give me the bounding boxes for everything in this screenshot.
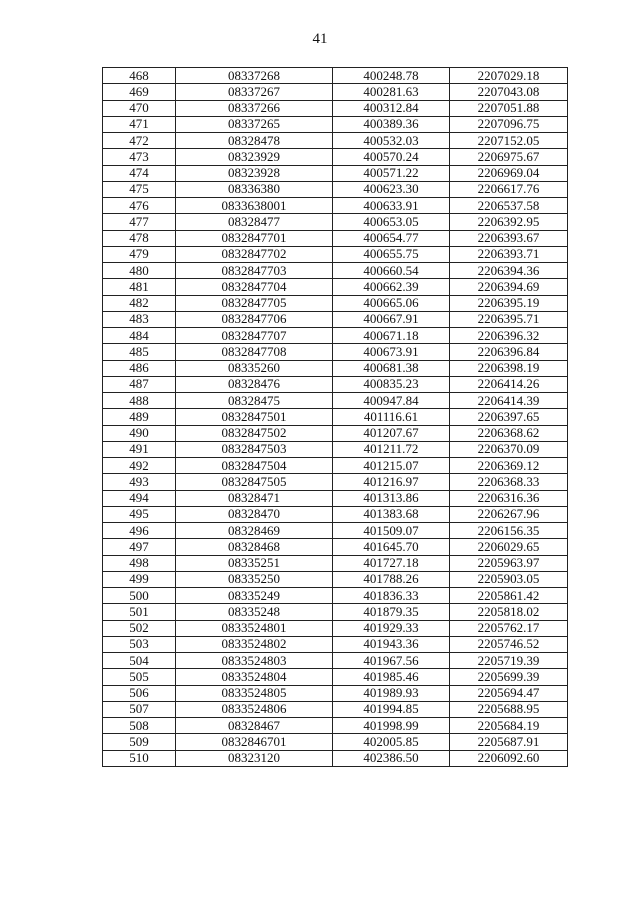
point-id-cell: 08328471 xyxy=(176,490,333,506)
x-coordinate-cell: 401383.68 xyxy=(333,506,450,522)
y-coordinate-cell: 2205687.91 xyxy=(450,734,568,750)
point-number-cell: 509 xyxy=(103,734,176,750)
point-id-cell: 08335250 xyxy=(176,571,333,587)
y-coordinate-cell: 2206969.04 xyxy=(450,165,568,181)
x-coordinate-cell: 400665.06 xyxy=(333,295,450,311)
y-coordinate-cell: 2206617.76 xyxy=(450,181,568,197)
point-id-cell: 0833524804 xyxy=(176,669,333,685)
x-coordinate-cell: 400389.36 xyxy=(333,116,450,132)
point-id-cell: 0833524806 xyxy=(176,701,333,717)
point-number-cell: 487 xyxy=(103,376,176,392)
x-coordinate-cell: 400570.24 xyxy=(333,149,450,165)
y-coordinate-cell: 2205762.17 xyxy=(450,620,568,636)
point-id-cell: 08328475 xyxy=(176,393,333,409)
x-coordinate-cell: 401967.56 xyxy=(333,653,450,669)
point-id-cell: 08328470 xyxy=(176,506,333,522)
table-row xyxy=(103,328,568,344)
x-coordinate-cell: 400312.84 xyxy=(333,100,450,116)
point-id-cell: 0832847706 xyxy=(176,311,333,327)
y-coordinate-cell: 2205694.47 xyxy=(450,685,568,701)
table-row xyxy=(103,133,568,149)
x-coordinate-cell: 401216.97 xyxy=(333,474,450,490)
y-coordinate-cell: 2206396.32 xyxy=(450,328,568,344)
x-coordinate-cell: 401645.70 xyxy=(333,539,450,555)
table-row xyxy=(103,116,568,132)
point-id-cell: 0833638001 xyxy=(176,198,333,214)
x-coordinate-cell: 400667.91 xyxy=(333,311,450,327)
point-id-cell: 08337267 xyxy=(176,84,333,100)
point-id-cell: 08335249 xyxy=(176,588,333,604)
y-coordinate-cell: 2206369.12 xyxy=(450,458,568,474)
x-coordinate-cell: 400281.63 xyxy=(333,84,450,100)
y-coordinate-cell: 2206267.96 xyxy=(450,506,568,522)
point-id-cell: 0833524803 xyxy=(176,653,333,669)
point-number-cell: 501 xyxy=(103,604,176,620)
point-id-cell: 08323929 xyxy=(176,149,333,165)
point-id-cell: 0832847704 xyxy=(176,279,333,295)
coordinates-table-body xyxy=(103,68,568,767)
table-row xyxy=(103,636,568,652)
point-number-cell: 494 xyxy=(103,490,176,506)
y-coordinate-cell: 2206414.39 xyxy=(450,393,568,409)
table-row xyxy=(103,555,568,571)
table-row xyxy=(103,230,568,246)
point-id-cell: 08328467 xyxy=(176,718,333,734)
y-coordinate-cell: 2206368.33 xyxy=(450,474,568,490)
y-coordinate-cell: 2206395.71 xyxy=(450,311,568,327)
point-id-cell: 08323120 xyxy=(176,750,333,766)
x-coordinate-cell: 401116.61 xyxy=(333,409,450,425)
y-coordinate-cell: 2206393.71 xyxy=(450,246,568,262)
table-row xyxy=(103,149,568,165)
point-id-cell: 08335248 xyxy=(176,604,333,620)
y-coordinate-cell: 2206316.36 xyxy=(450,490,568,506)
y-coordinate-cell: 2205861.42 xyxy=(450,588,568,604)
table-row xyxy=(103,68,568,84)
x-coordinate-cell: 401836.33 xyxy=(333,588,450,604)
table-row xyxy=(103,458,568,474)
x-coordinate-cell: 401943.36 xyxy=(333,636,450,652)
x-coordinate-cell: 401207.67 xyxy=(333,425,450,441)
point-id-cell: 08337265 xyxy=(176,116,333,132)
x-coordinate-cell: 400248.78 xyxy=(333,68,450,84)
point-number-cell: 498 xyxy=(103,555,176,571)
table-row xyxy=(103,701,568,717)
table-row xyxy=(103,84,568,100)
x-coordinate-cell: 401313.86 xyxy=(333,490,450,506)
x-coordinate-cell: 400623.30 xyxy=(333,181,450,197)
point-number-cell: 489 xyxy=(103,409,176,425)
point-number-cell: 474 xyxy=(103,165,176,181)
point-id-cell: 0833524801 xyxy=(176,620,333,636)
point-number-cell: 469 xyxy=(103,84,176,100)
point-number-cell: 490 xyxy=(103,425,176,441)
x-coordinate-cell: 402005.85 xyxy=(333,734,450,750)
y-coordinate-cell: 2205746.52 xyxy=(450,636,568,652)
x-coordinate-cell: 400660.54 xyxy=(333,263,450,279)
point-number-cell: 468 xyxy=(103,68,176,84)
x-coordinate-cell: 400653.05 xyxy=(333,214,450,230)
y-coordinate-cell: 2205719.39 xyxy=(450,653,568,669)
x-coordinate-cell: 401788.26 xyxy=(333,571,450,587)
y-coordinate-cell: 2206398.19 xyxy=(450,360,568,376)
table-row xyxy=(103,620,568,636)
point-number-cell: 495 xyxy=(103,506,176,522)
table-row xyxy=(103,263,568,279)
point-number-cell: 478 xyxy=(103,230,176,246)
point-number-cell: 481 xyxy=(103,279,176,295)
table-row xyxy=(103,490,568,506)
point-number-cell: 500 xyxy=(103,588,176,604)
point-number-cell: 508 xyxy=(103,718,176,734)
point-id-cell: 0833524802 xyxy=(176,636,333,652)
y-coordinate-cell: 2206537.58 xyxy=(450,198,568,214)
y-coordinate-cell: 2206092.60 xyxy=(450,750,568,766)
point-id-cell: 0832847702 xyxy=(176,246,333,262)
point-number-cell: 507 xyxy=(103,701,176,717)
point-id-cell: 0832847701 xyxy=(176,230,333,246)
table-row xyxy=(103,393,568,409)
x-coordinate-cell: 400662.39 xyxy=(333,279,450,295)
point-id-cell: 0832847708 xyxy=(176,344,333,360)
point-id-cell: 0833524805 xyxy=(176,685,333,701)
y-coordinate-cell: 2207029.18 xyxy=(450,68,568,84)
y-coordinate-cell: 2206395.19 xyxy=(450,295,568,311)
table-row xyxy=(103,506,568,522)
point-number-cell: 499 xyxy=(103,571,176,587)
x-coordinate-cell: 401211.72 xyxy=(333,441,450,457)
point-number-cell: 479 xyxy=(103,246,176,262)
point-number-cell: 496 xyxy=(103,523,176,539)
y-coordinate-cell: 2207152.05 xyxy=(450,133,568,149)
point-number-cell: 475 xyxy=(103,181,176,197)
point-number-cell: 488 xyxy=(103,393,176,409)
x-coordinate-cell: 400673.91 xyxy=(333,344,450,360)
table-row xyxy=(103,653,568,669)
table-row xyxy=(103,409,568,425)
point-id-cell: 08328478 xyxy=(176,133,333,149)
point-number-cell: 497 xyxy=(103,539,176,555)
table-row xyxy=(103,734,568,750)
table-row xyxy=(103,718,568,734)
point-id-cell: 0832847703 xyxy=(176,263,333,279)
table-row xyxy=(103,295,568,311)
y-coordinate-cell: 2206414.26 xyxy=(450,376,568,392)
point-id-cell: 08335260 xyxy=(176,360,333,376)
point-number-cell: 505 xyxy=(103,669,176,685)
point-number-cell: 483 xyxy=(103,311,176,327)
point-id-cell: 0832847503 xyxy=(176,441,333,457)
y-coordinate-cell: 2206393.67 xyxy=(450,230,568,246)
table-row xyxy=(103,441,568,457)
point-number-cell: 471 xyxy=(103,116,176,132)
x-coordinate-cell: 401985.46 xyxy=(333,669,450,685)
table-row xyxy=(103,669,568,685)
x-coordinate-cell: 402386.50 xyxy=(333,750,450,766)
y-coordinate-cell: 2206029.65 xyxy=(450,539,568,555)
x-coordinate-cell: 400532.03 xyxy=(333,133,450,149)
y-coordinate-cell: 2206397.65 xyxy=(450,409,568,425)
point-id-cell: 08336380 xyxy=(176,181,333,197)
point-number-cell: 492 xyxy=(103,458,176,474)
point-id-cell: 0832847504 xyxy=(176,458,333,474)
coordinates-table xyxy=(102,67,568,767)
table-row xyxy=(103,588,568,604)
x-coordinate-cell: 401727.18 xyxy=(333,555,450,571)
point-id-cell: 0832847502 xyxy=(176,425,333,441)
y-coordinate-cell: 2206394.36 xyxy=(450,263,568,279)
point-id-cell: 08328469 xyxy=(176,523,333,539)
point-id-cell: 0832847501 xyxy=(176,409,333,425)
x-coordinate-cell: 401989.93 xyxy=(333,685,450,701)
y-coordinate-cell: 2207096.75 xyxy=(450,116,568,132)
x-coordinate-cell: 401929.33 xyxy=(333,620,450,636)
point-number-cell: 470 xyxy=(103,100,176,116)
x-coordinate-cell: 400947.84 xyxy=(333,393,450,409)
table-row xyxy=(103,214,568,230)
x-coordinate-cell: 400681.38 xyxy=(333,360,450,376)
point-number-cell: 476 xyxy=(103,198,176,214)
table-row xyxy=(103,571,568,587)
x-coordinate-cell: 400633.91 xyxy=(333,198,450,214)
point-id-cell: 08323928 xyxy=(176,165,333,181)
y-coordinate-cell: 2205818.02 xyxy=(450,604,568,620)
point-number-cell: 503 xyxy=(103,636,176,652)
point-number-cell: 484 xyxy=(103,328,176,344)
y-coordinate-cell: 2206156.35 xyxy=(450,523,568,539)
y-coordinate-cell: 2205903.05 xyxy=(450,571,568,587)
point-id-cell: 08337266 xyxy=(176,100,333,116)
point-id-cell: 0832847707 xyxy=(176,328,333,344)
point-number-cell: 472 xyxy=(103,133,176,149)
table-row xyxy=(103,523,568,539)
x-coordinate-cell: 401879.35 xyxy=(333,604,450,620)
table-row xyxy=(103,100,568,116)
point-id-cell: 08328477 xyxy=(176,214,333,230)
table-row xyxy=(103,246,568,262)
point-number-cell: 504 xyxy=(103,653,176,669)
point-number-cell: 510 xyxy=(103,750,176,766)
y-coordinate-cell: 2207043.08 xyxy=(450,84,568,100)
x-coordinate-cell: 401998.99 xyxy=(333,718,450,734)
table-row xyxy=(103,474,568,490)
point-id-cell: 08328468 xyxy=(176,539,333,555)
y-coordinate-cell: 2206396.84 xyxy=(450,344,568,360)
table-row xyxy=(103,198,568,214)
point-id-cell: 0832847505 xyxy=(176,474,333,490)
x-coordinate-cell: 400654.77 xyxy=(333,230,450,246)
x-coordinate-cell: 401215.07 xyxy=(333,458,450,474)
point-number-cell: 491 xyxy=(103,441,176,457)
table-row xyxy=(103,279,568,295)
y-coordinate-cell: 2206370.09 xyxy=(450,441,568,457)
y-coordinate-cell: 2206394.69 xyxy=(450,279,568,295)
table-row xyxy=(103,539,568,555)
table-row xyxy=(103,376,568,392)
table-row xyxy=(103,181,568,197)
y-coordinate-cell: 2205684.19 xyxy=(450,718,568,734)
point-number-cell: 493 xyxy=(103,474,176,490)
point-id-cell: 08335251 xyxy=(176,555,333,571)
table-row xyxy=(103,425,568,441)
y-coordinate-cell: 2205963.97 xyxy=(450,555,568,571)
point-number-cell: 506 xyxy=(103,685,176,701)
y-coordinate-cell: 2206368.62 xyxy=(450,425,568,441)
point-id-cell: 0832847705 xyxy=(176,295,333,311)
table-row xyxy=(103,360,568,376)
x-coordinate-cell: 401994.85 xyxy=(333,701,450,717)
point-id-cell: 0832846701 xyxy=(176,734,333,750)
table-row xyxy=(103,604,568,620)
x-coordinate-cell: 400655.75 xyxy=(333,246,450,262)
point-number-cell: 482 xyxy=(103,295,176,311)
x-coordinate-cell: 400835.23 xyxy=(333,376,450,392)
page-number: 41 xyxy=(312,31,328,47)
point-number-cell: 485 xyxy=(103,344,176,360)
y-coordinate-cell: 2205699.39 xyxy=(450,669,568,685)
table-row xyxy=(103,685,568,701)
point-number-cell: 480 xyxy=(103,263,176,279)
point-number-cell: 473 xyxy=(103,149,176,165)
table-row xyxy=(103,750,568,766)
y-coordinate-cell: 2206392.95 xyxy=(450,214,568,230)
point-number-cell: 502 xyxy=(103,620,176,636)
point-id-cell: 08337268 xyxy=(176,68,333,84)
x-coordinate-cell: 401509.07 xyxy=(333,523,450,539)
x-coordinate-cell: 400671.18 xyxy=(333,328,450,344)
table-row xyxy=(103,165,568,181)
point-id-cell: 08328476 xyxy=(176,376,333,392)
y-coordinate-cell: 2205688.95 xyxy=(450,701,568,717)
y-coordinate-cell: 2206975.67 xyxy=(450,149,568,165)
point-number-cell: 486 xyxy=(103,360,176,376)
table-row xyxy=(103,344,568,360)
y-coordinate-cell: 2207051.88 xyxy=(450,100,568,116)
x-coordinate-cell: 400571.22 xyxy=(333,165,450,181)
point-number-cell: 477 xyxy=(103,214,176,230)
table-row xyxy=(103,311,568,327)
